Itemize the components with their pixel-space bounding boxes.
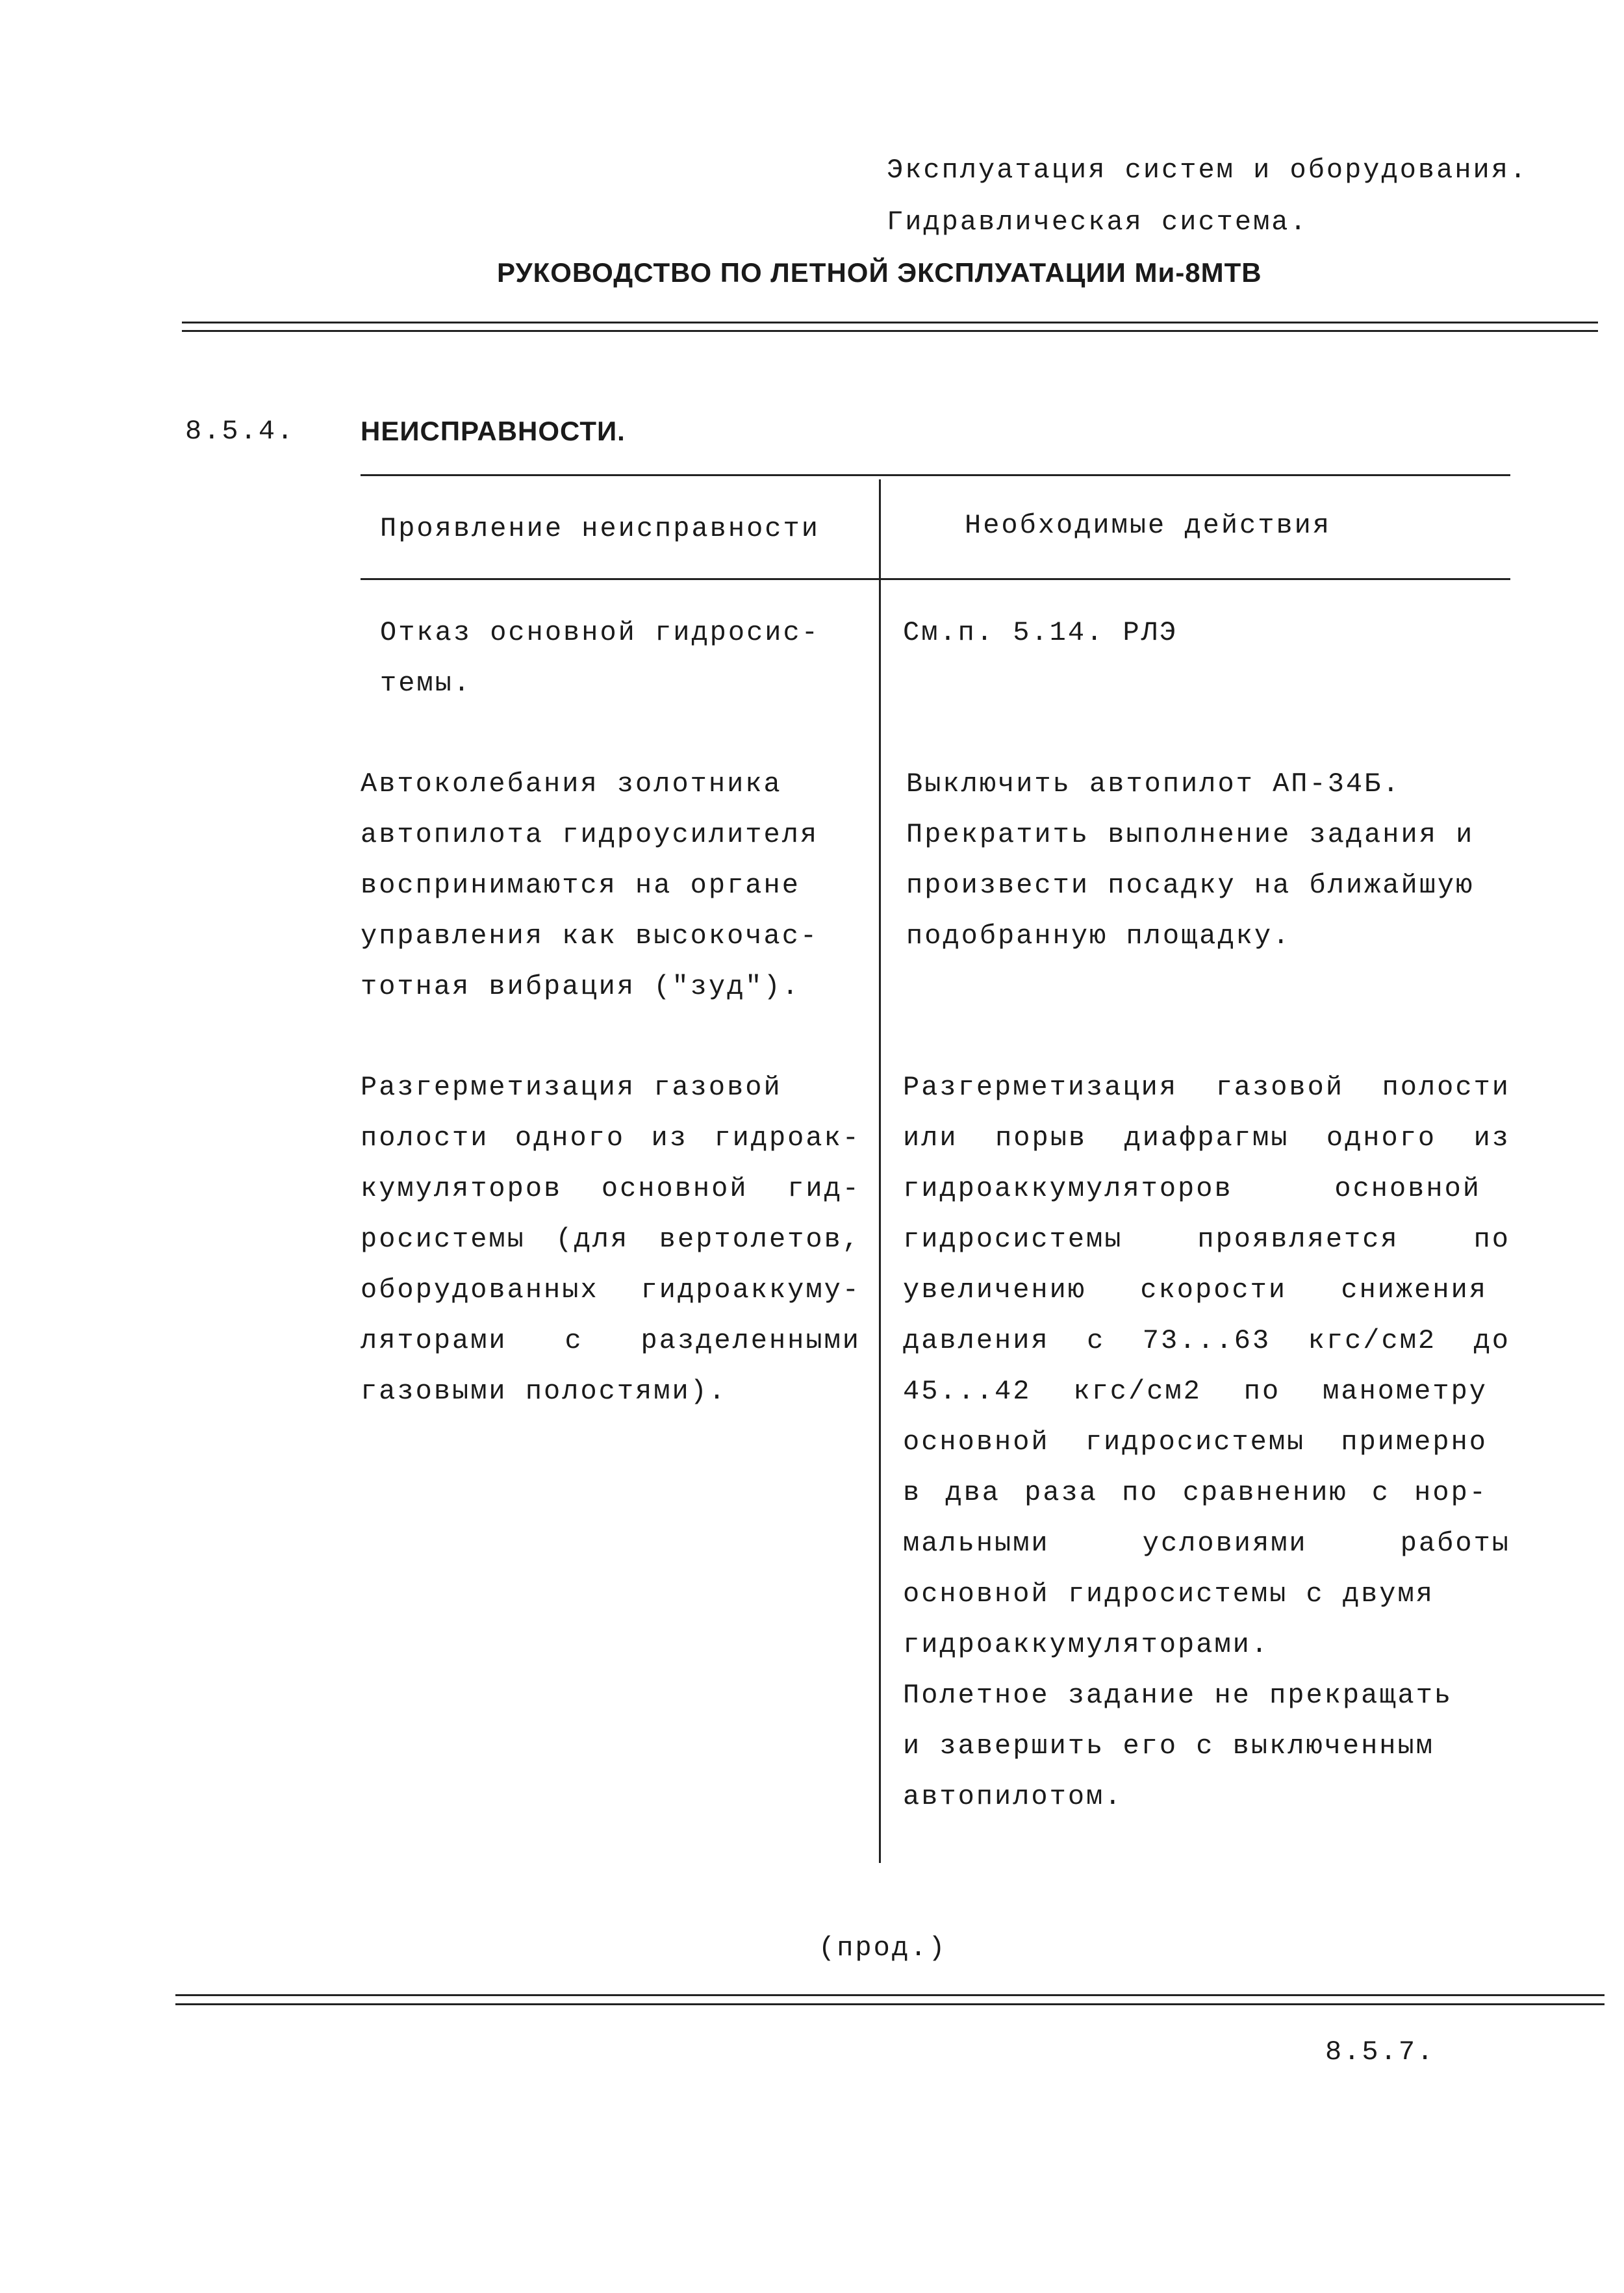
symptom-line: ляторами с разделенными (361, 1325, 861, 1356)
section-number: 8.5.4. (185, 416, 296, 447)
action-line: и завершить его с выключенным (903, 1730, 1434, 1762)
table-row-action (906, 759, 1517, 961)
header-rule-bottom (182, 330, 1598, 332)
action-line: произвести посадку на ближайшую (906, 870, 1475, 901)
symptom-line: тотная вибрация ("зуд"). (361, 971, 800, 1002)
action-line: См.п. 5.14. РЛЭ (903, 617, 1178, 648)
symptom-line: газовыми полостями). (361, 1376, 728, 1407)
header-subject: Эксплуатация систем и оборудования. (887, 155, 1529, 186)
table-row (361, 759, 848, 1012)
action-line: гидросистемы проявляется по (903, 1224, 1510, 1255)
page-number: 8.5.7. (1325, 2036, 1436, 2068)
symptom-line: Разгерметизация газовой (361, 1072, 782, 1103)
action-line: 45...42 кгс/см2 по манометру (903, 1376, 1488, 1407)
action-line: увеличению скорости снижения (903, 1274, 1488, 1306)
symptom-line: управления как высокочас- (361, 920, 819, 952)
table-row-action (903, 607, 1514, 658)
symptom-line: Автоколебания золотника (361, 768, 782, 800)
header-rule-top (182, 322, 1598, 323)
footer-rule-bottom (175, 2003, 1605, 2005)
header-system: Гидравлическая система. (887, 207, 1308, 238)
action-line: Выключить автопилот АП-34Б. (906, 768, 1401, 800)
column-header-action: Необходимые действия (965, 510, 1332, 541)
continued-note: (прод.) (818, 1932, 947, 1964)
action-line: Прекратить выполнение задания и (906, 819, 1475, 850)
action-line: подобранную площадку. (906, 920, 1291, 952)
section-title: НЕИСПРАВНОСТИ. (361, 416, 626, 446)
action-line: в два раза по сравнению с нор- (903, 1477, 1488, 1508)
symptom-line: оборудованных гидроаккуму- (361, 1274, 861, 1306)
symptom-line: Отказ основной гидросис- (380, 617, 820, 648)
action-line: основной гидросистемы с двумя (903, 1578, 1434, 1610)
column-divider (879, 479, 881, 1863)
table-row (361, 1062, 861, 1417)
action-line: автопилотом. (903, 1781, 1123, 1812)
symptom-line: темы. (380, 668, 472, 699)
action-line: основной гидросистемы примерно (903, 1426, 1488, 1458)
action-line: гидроаккумуляторов основной (903, 1173, 1481, 1204)
symptom-line: кумуляторов основной гид- (361, 1173, 861, 1204)
footer-rule-top (175, 1994, 1605, 1996)
table-row (380, 607, 848, 709)
action-line: мальными условиями работы (903, 1528, 1510, 1559)
table-top-rule (361, 474, 1510, 476)
symptom-line: росистемы (для вертолетов, (361, 1224, 861, 1255)
table-row-action (903, 1062, 1510, 1822)
action-line: давления с 73...63 кгс/см2 до (903, 1325, 1510, 1356)
symptom-line: автопилота гидроусилителя (361, 819, 819, 850)
symptom-line: воспринимаются на органе (361, 870, 800, 901)
action-line: гидроаккумуляторами. (903, 1629, 1270, 1660)
table-header-rule (361, 578, 1510, 580)
symptom-line: полости одного из гидроак- (361, 1122, 861, 1154)
column-header-symptom: Проявление неисправности (380, 513, 820, 544)
action-line: Полетное задание не прекращать (903, 1680, 1453, 1711)
manual-title: РУКОВОДСТВО ПО ЛЕТНОЙ ЭКСПЛУАТАЦИИ Ми-8МТВ (497, 257, 1262, 288)
action-line: Разгерметизация газовой полости (903, 1072, 1510, 1103)
action-line: или порыв диафрагмы одного из (903, 1122, 1510, 1154)
